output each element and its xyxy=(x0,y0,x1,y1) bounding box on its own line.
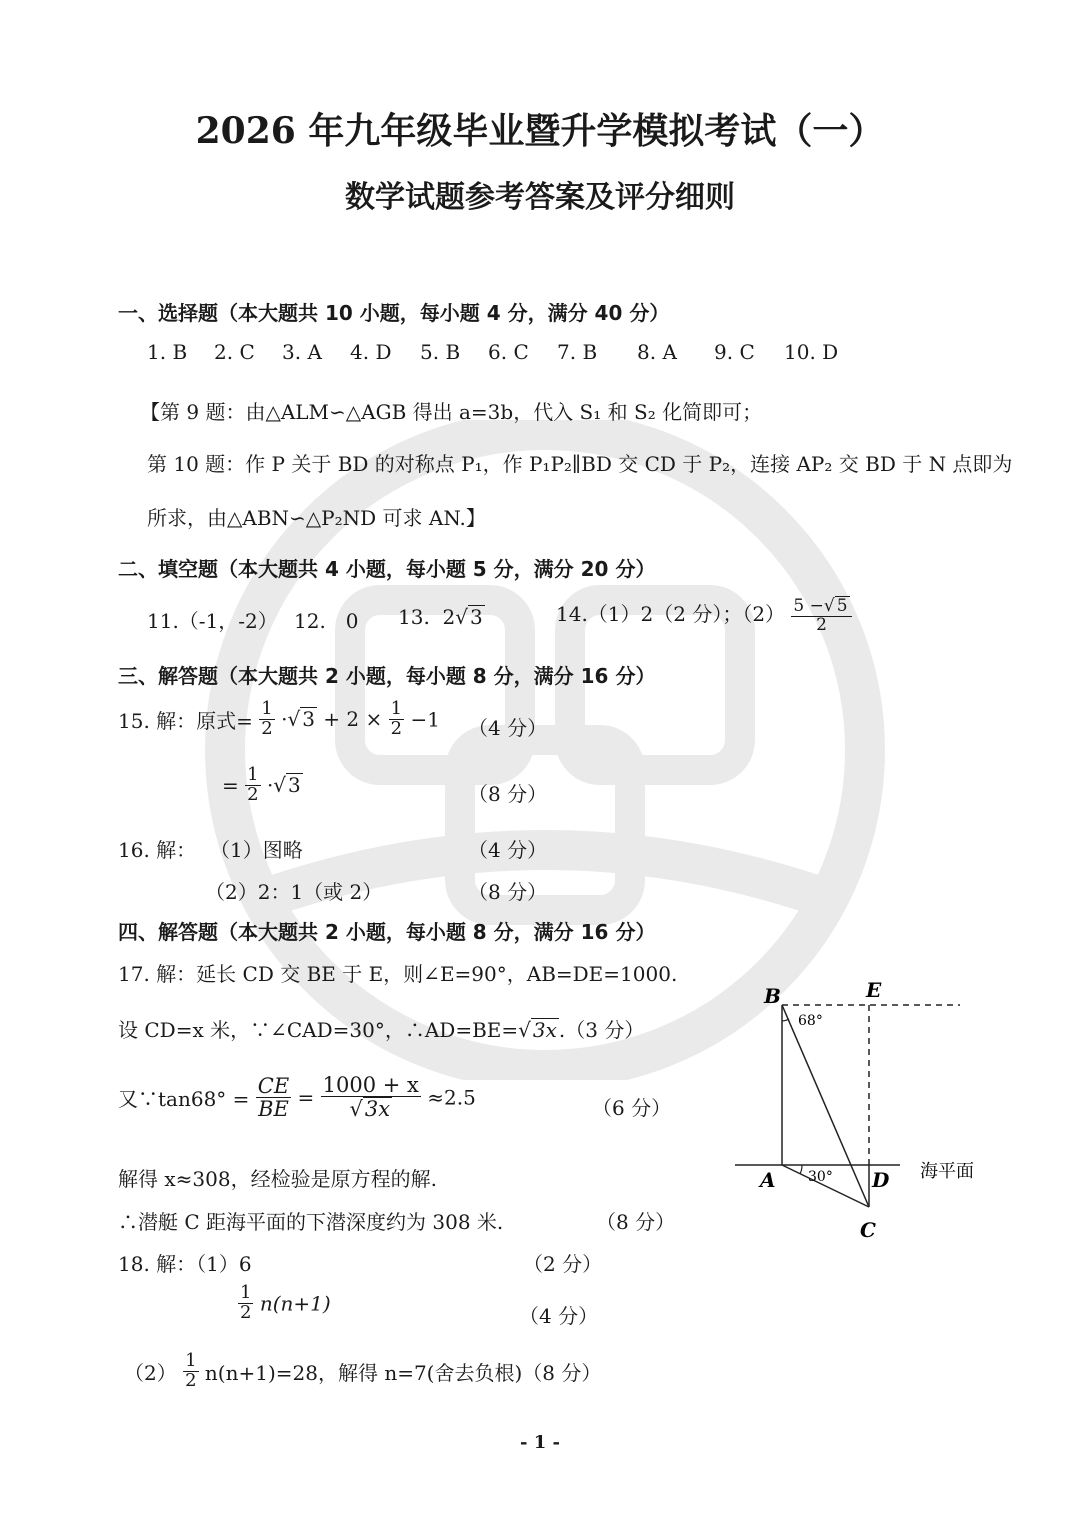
document-title: 2026 年九年级毕业暨升学模拟考试（一） xyxy=(195,110,885,152)
label-D: D xyxy=(872,1168,890,1192)
q16-score-2: （8 分） xyxy=(468,880,548,904)
q17-line1: 17. 解：延长 CD 交 BE 于 E，则∠E=90°，AB=DE=1000. xyxy=(118,962,678,986)
choice-answer-10: 10. D xyxy=(784,340,839,364)
choice-answer-5: 5. B xyxy=(420,340,461,364)
label-B: B xyxy=(764,984,781,1008)
q15-score-2: （8 分） xyxy=(468,782,548,806)
fill-answer-14: 14.（1）2（2 分）；（2） $\frac{5 -√ 5}{2}$ xyxy=(556,596,852,635)
q16-label: 16. 解： xyxy=(118,838,197,862)
geometry-figure xyxy=(720,975,1020,1255)
q18-score-1: （2 分） xyxy=(523,1252,603,1276)
note-question-10-line1: 第 10 题：作 P 关于 BD 的对称点 P₁，作 P₁P₂∥BD 交 CD 于 P₂，连接 AP₂ 交 BD 于 N 点即为 xyxy=(147,452,1013,476)
q15-line2: = $\frac{1}{2}$ ·√ 3 xyxy=(222,764,301,805)
note-question-9: 【第 9 题：由△ALM∽△AGB 得出 a=3b，代入 S₁ 和 S₂ 化简即可； xyxy=(140,400,763,424)
q17-score-5: （8 分） xyxy=(596,1210,676,1234)
section-3-heading: 三、解答题（本大题共 2 小题，每小题 8 分，满分 16 分） xyxy=(118,664,656,688)
fill-answer-11: 11.（-1，-2） xyxy=(147,609,278,633)
q18-score-2: （4 分） xyxy=(519,1304,599,1328)
label-A: A xyxy=(760,1168,776,1192)
document-subtitle: 数学试题参考答案及评分细则 xyxy=(345,180,735,215)
angle-30-arc xyxy=(800,1165,802,1174)
label-E: E xyxy=(866,978,882,1002)
choice-answer-4: 4. D xyxy=(350,340,392,364)
q18-line1: 18. 解：（1）6 xyxy=(118,1252,252,1276)
q18-part2: （2） $\frac{1}{2}$ n(n+1)=28，解得 n=7(舍去负根)（8 分） xyxy=(124,1350,602,1391)
q16-part1: （1）图略 xyxy=(210,838,303,862)
page-number: - 1 - xyxy=(520,1432,560,1453)
fill-answer-13: 13. 2√ 3 xyxy=(398,605,483,629)
note-question-10-line2: 所求，由△ABN∽△P₂ND 可求 AN.】 xyxy=(147,506,486,530)
q16-score-1: （4 分） xyxy=(468,838,548,862)
q15-score-1: （4 分） xyxy=(468,716,548,740)
q17-line3: 又∵tan68° = $\frac{CE}{BE}$ = $\frac{1000 + x}{√3x}$ ≈2.5 xyxy=(118,1073,476,1122)
choice-answer-3: 3. A xyxy=(282,340,322,364)
fill-answer-12: 12. 0 xyxy=(294,609,359,633)
choice-answer-8: 8. A xyxy=(637,340,677,364)
section-2-heading: 二、填空题（本大题共 4 小题，每小题 5 分，满分 20 分） xyxy=(118,557,656,581)
q17-score-3: （6 分） xyxy=(592,1096,672,1120)
choice-answer-7: 7. B xyxy=(557,340,598,364)
q17-line2: 设 CD=x 米，∵∠CAD=30°，∴AD=BE=√ 3x .（3 分） xyxy=(118,1018,645,1042)
q16-part2: （2）2：1（或 2） xyxy=(205,880,383,904)
choice-answer-6: 6. C xyxy=(488,340,529,364)
label-C: C xyxy=(860,1218,876,1242)
choice-answer-9: 9. C xyxy=(714,340,755,364)
q18-line2: $\frac{1}{2}$ n(n+1) xyxy=(240,1282,331,1323)
q17-line4: 解得 x≈308，经检验是原方程的解. xyxy=(118,1167,437,1191)
label-angle-68: 68° xyxy=(798,1013,823,1029)
section-1-heading: 一、选择题（本大题共 10 小题，每小题 4 分，满分 40 分） xyxy=(118,301,670,325)
label-sea-level: 海平面 xyxy=(920,1161,974,1182)
q17-line5: ∴潜艇 C 距海平面的下潜深度约为 308 米. xyxy=(118,1210,504,1234)
section-4-heading: 四、解答题（本大题共 2 小题，每小题 8 分，满分 16 分） xyxy=(118,920,656,944)
q15-line1: 15. 解：原式= $\frac{1}{2}$ ·√ 3 + 2 × $\frac{1}{2}$ −1 xyxy=(118,698,440,739)
fraction-q14: $\frac{5 -√ 5}{2}$ xyxy=(791,596,851,635)
label-angle-30: 30° xyxy=(808,1169,833,1185)
choice-answer-2: 2. C xyxy=(214,340,255,364)
choice-answer-1: 1. B xyxy=(147,340,188,364)
